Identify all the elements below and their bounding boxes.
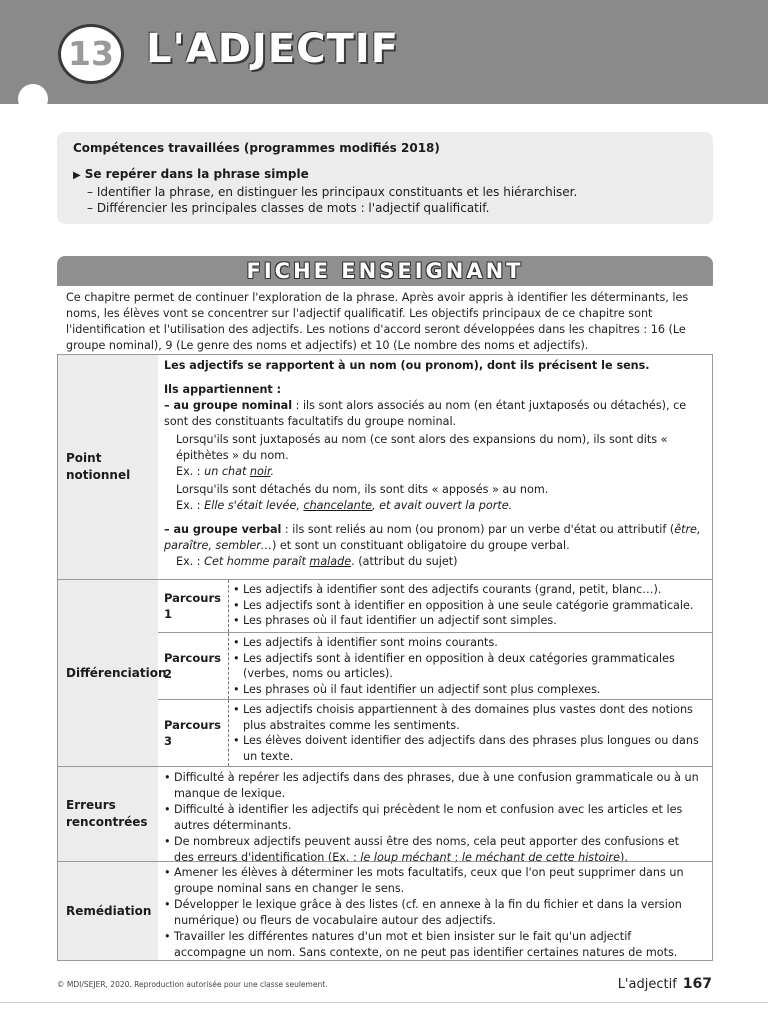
binder-hole — [18, 84, 48, 114]
row-label-differenciation: Différenciation — [58, 580, 158, 766]
teacher-table — [57, 354, 713, 961]
triangle-bullet-icon: ▶ — [73, 170, 81, 181]
list-item: • Les adjectifs à identifier sont moins courants. — [233, 635, 704, 651]
list-item: • Les adjectifs sont à identifier en opposition à deux catégories grammaticales (verbes, noms ou articles). — [233, 651, 704, 682]
chapter-title: L'ADJECTIF — [146, 26, 399, 72]
list-item: • Amener les élèves à déterminer les mots facultatifs, ceux que l'on peut supprimer dans un groupe nominal sans en changer le sens. — [164, 865, 702, 897]
competences-box — [57, 132, 713, 224]
fiche-header — [57, 256, 713, 286]
competences-subtitle: ▶ Se repérer dans la phrase simple — [73, 167, 309, 181]
list-item: • Les adjectifs à identifier sont des adjectifs courants (grand, petit, blanc…). — [233, 582, 704, 598]
row-label-remediation: Remédiation — [58, 862, 158, 960]
list-item: • Développer le lexique grâce à des listes (cf. en annexe à la fin du fichier et dans la version numérique) ou fleurs de vocabulaire autour des adjectifs. — [164, 897, 702, 929]
row-label-point-notionnel: Point notionnel — [58, 355, 158, 579]
parcours-2-list — [228, 633, 712, 699]
copyright-notice: © MDI/SEJER, 2020. Reproduction autorisée pour une classe seulement. — [57, 980, 328, 989]
parcours-1-label: Parcours 1 — [164, 591, 221, 621]
point-verbal: – au groupe verbal : ils sont reliés au nom (ou pronom) par un verbe d'état ou attributif (être, paraître, sembler…) et sont un constituant obligatoire du groupe verbal. — [164, 523, 701, 552]
point-ex2: Ex. : Elle s'était levée, chancelante, et avait ouvert la porte. — [176, 499, 513, 512]
point-juxt: Lorsqu'ils sont juxtaposés au nom (ce sont alors des expansions du nom), ils sont dits « épithètes » du nom. — [176, 433, 668, 462]
competence-item: – Identifier la phrase, en distinguer les principaux constituants et les hiérarchiser. — [87, 185, 578, 199]
point-belong: Ils appartiennent : — [164, 383, 282, 396]
point-nominal: – au groupe nominal : ils sont alors associés au nom (en étant juxtaposés ou détachés), ce sont des constituants facultatifs du groupe nominal. — [164, 399, 687, 428]
page-number: 167 — [682, 976, 712, 992]
row-label-erreurs: Erreurs rencontrées — [58, 767, 158, 861]
list-item: • De nombreux adjectifs peuvent aussi être des noms, cela peut apporter des confusions et des erreurs d'identification (Ex. : le loup méchant ; le méchant de cette histoire). — [164, 834, 702, 866]
bottom-divider — [0, 1002, 768, 1003]
parcours-2-label: Parcours 2 — [164, 651, 221, 681]
point-notionnel-content — [158, 355, 712, 579]
list-item: • Les phrases où il faut identifier un adjectif sont simples. — [233, 613, 704, 629]
list-item: • Les adjectifs choisis appartiennent à des domaines plus vastes dont des notions plus abstraites comme les sentiments. — [233, 702, 704, 733]
list-item: • Travailler les différentes natures d'un mot et bien insister sur le fait qu'un adjectif accompagne un nom. Sans contexte, on ne peut pas identifier certaines natures de mots. — [164, 929, 702, 961]
fiche-intro: Ce chapitre permet de continuer l'exploration de la phrase. Après avoir appris à identifier les déterminants, les noms, les élèves vont se concentrer sur l'adjectif qualificatif. Les objectifs principaux de ce chapitre sont l'identification et l'utilisation des adjectifs. Les notions d'accord seront développées dans les chapitres : 16 (Le groupe nominal), 9 (Le genre des noms et adjectifs) et 10 (Le nombre des noms et adjectifs). — [66, 291, 689, 352]
list-item: • Les adjectifs sont à identifier en opposition à une seule catégorie grammaticale. — [233, 598, 704, 614]
erreurs-content — [158, 767, 712, 864]
list-item: • Les phrases où il faut identifier un adjectif sont plus complexes. — [233, 682, 704, 698]
parcours-3-label: Parcours 3 — [164, 718, 221, 748]
chapter-number-badge: 13 — [58, 24, 124, 84]
remediation-content — [158, 862, 712, 960]
list-item: • Difficulté à identifier les adjectifs qui précèdent le nom et confusion avec les articles et les autres déterminants. — [164, 802, 702, 834]
parcours-1-list — [228, 580, 712, 632]
section-name: L'adjectif — [617, 977, 677, 992]
point-detach: Lorsqu'ils sont détachés du nom, ils sont dits « apposés » au nom. — [176, 483, 549, 496]
parcours-3-list — [228, 700, 712, 766]
competence-item: – Différencier les principales classes de mots : l'adjectif qualificatif. — [87, 201, 490, 215]
point-ex1: Ex. : un chat noir. — [176, 465, 275, 478]
point-lead: Les adjectifs se rapportent à un nom (ou pronom), dont ils précisent le sens. — [164, 359, 650, 372]
page-footer — [618, 976, 712, 992]
competences-title: Compétences travaillées (programmes modifiés 2018) — [73, 141, 440, 155]
point-ex3: Ex. : Cet homme paraît malade. (attribut du sujet) — [176, 555, 458, 568]
list-item: • Difficulté à repérer les adjectifs dans des phrases, due à une confusion grammaticale ou à un manque de lexique. — [164, 770, 702, 802]
fiche-title: FICHE ENSEIGNANT — [246, 259, 524, 283]
list-item: • Les élèves doivent identifier des adjectifs dans des phrases plus longues ou dans un texte. — [233, 733, 704, 764]
